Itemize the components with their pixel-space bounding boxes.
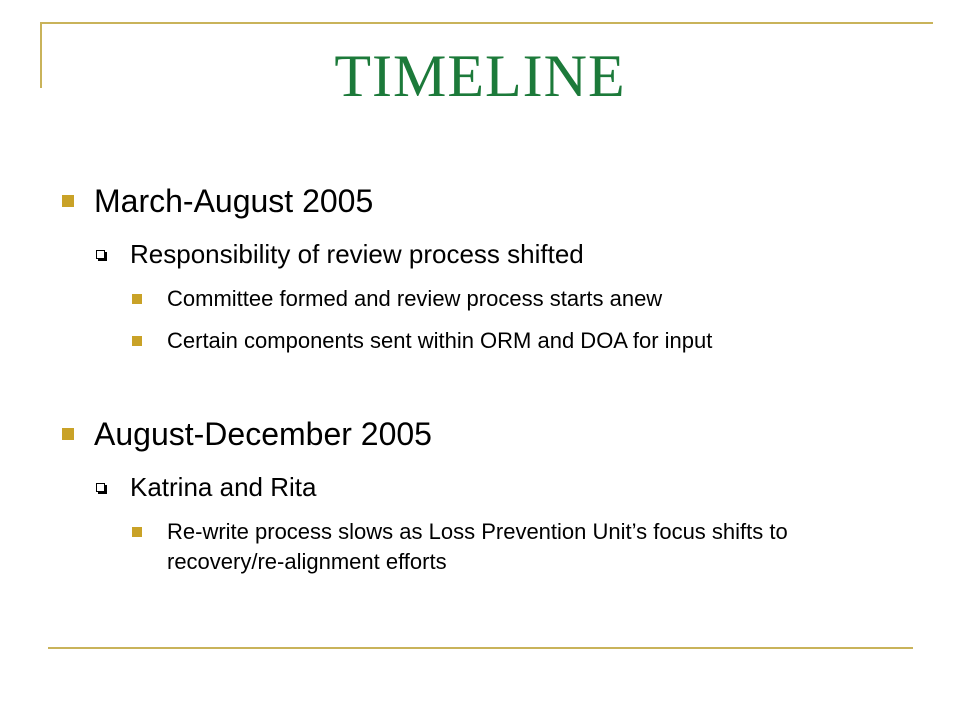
hollow-square-bullet-icon [96, 483, 105, 492]
section-subheading: Responsibility of review process shifted [130, 239, 584, 269]
square-bullet-icon [132, 336, 142, 346]
square-bullet-icon [132, 294, 142, 304]
square-bullet-icon [132, 527, 142, 537]
section-subheading: Katrina and Rita [130, 472, 317, 502]
hollow-square-bullet-icon [96, 250, 105, 259]
square-bullet-icon [62, 428, 74, 440]
list-item: Committee formed and review process starts anew [167, 286, 663, 311]
section-heading: August-December 2005 [94, 416, 432, 452]
slide-title: TIMELINE [334, 43, 626, 109]
section-heading: March-August 2005 [94, 183, 374, 219]
list-item: Re-write process slows as Loss Prevention Unit’s focus shifts to recovery/re-alignment efforts [167, 519, 788, 574]
square-bullet-icon [62, 195, 74, 207]
list-item: Certain components sent within ORM and DOA for input [167, 328, 713, 353]
